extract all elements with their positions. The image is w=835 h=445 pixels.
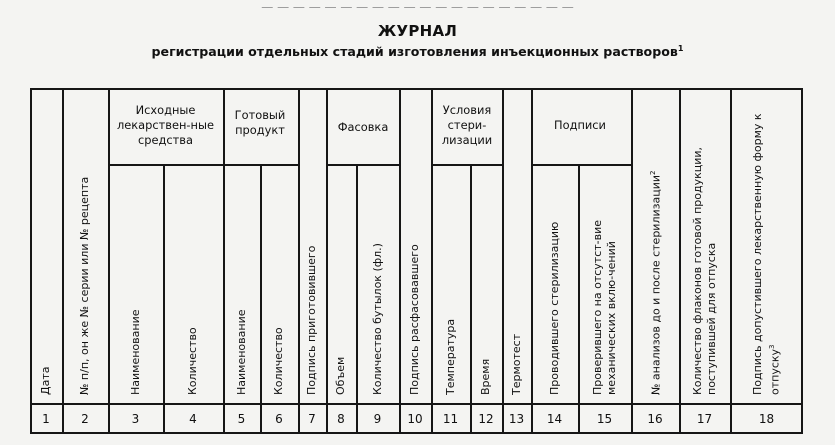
column-header-11 <box>444 168 458 395</box>
column-header-label: Подпись допустившего лекарственную форму к отпуску <box>750 113 782 395</box>
document-subtitle <box>0 44 835 59</box>
column-number-15: 15 <box>596 411 613 426</box>
column-header-6 <box>272 168 286 395</box>
column-number-11: 11 <box>442 411 459 426</box>
column-divider <box>631 88 633 434</box>
cropped-previous-line: — — — — — — — — — — — — — — — — — — — — <box>261 0 574 14</box>
column-number-10: 10 <box>407 411 423 426</box>
column-divider <box>260 164 262 434</box>
column-divider <box>223 88 225 434</box>
group-header-line <box>531 164 631 166</box>
column-number-13: 13 <box>508 411 525 426</box>
subtitle-text: регистрации отдельных стадий изготовления инъекционных растворов <box>151 44 678 60</box>
column-header-5 <box>235 168 249 395</box>
group-header-finished-product: Готовый продукт <box>234 107 286 137</box>
column-divider <box>298 88 300 434</box>
table-border-left <box>30 88 32 434</box>
column-header-3 <box>129 168 143 395</box>
subtitle-footnote: 1 <box>677 44 684 53</box>
column-number-2: 2 <box>81 411 89 426</box>
column-number-12: 12 <box>478 411 494 426</box>
column-header-15 <box>591 168 619 395</box>
column-header-label: Проводившего стерилизацию <box>547 221 561 395</box>
table-border-right <box>801 88 803 434</box>
column-header-17 <box>691 92 719 395</box>
group-header-line <box>326 164 399 166</box>
column-header-label: Дата <box>39 366 52 395</box>
column-header-4 <box>186 168 200 395</box>
column-header-footnote: 2 <box>649 170 657 175</box>
column-header-14 <box>548 168 562 395</box>
column-header-label: Объем <box>334 356 347 395</box>
column-header-10 <box>408 92 422 395</box>
column-divider <box>531 88 533 434</box>
column-divider <box>502 88 504 434</box>
column-number-18: 18 <box>758 411 775 426</box>
column-header-1 <box>39 92 53 395</box>
column-number-17: 17 <box>696 411 713 426</box>
column-header-label: Подпись приготовившего <box>305 245 318 395</box>
column-header-label: Проверившего на отсутст-вие механических вклю-чений <box>590 219 618 395</box>
column-number-16: 16 <box>647 411 663 426</box>
column-header-footnote: 3 <box>767 344 776 349</box>
column-header-label: Наименование <box>234 309 248 395</box>
column-header-label: Количество <box>186 327 199 395</box>
column-header-8 <box>334 168 348 395</box>
column-divider <box>108 88 110 434</box>
column-divider <box>679 88 681 434</box>
column-header-label: Количество флаконов готовой продукции, поступившей для отпуска <box>690 146 718 395</box>
column-divider <box>326 88 328 434</box>
column-header-16 <box>646 92 664 395</box>
column-header-label: Количество бутылок (фл.) <box>370 243 384 395</box>
group-header-source-drugs: Исходные лекарствен-ные средства <box>116 102 214 147</box>
group-header-line <box>431 164 502 166</box>
journal-table <box>30 88 803 434</box>
column-number-8: 8 <box>337 411 345 426</box>
column-number-14: 14 <box>546 411 563 426</box>
column-divider <box>399 88 401 434</box>
column-header-label: Время <box>479 358 492 395</box>
column-divider <box>163 164 165 434</box>
column-header-label: Термотест <box>509 333 523 395</box>
column-header-label: Температура <box>443 318 457 395</box>
column-number-3: 3 <box>131 411 140 426</box>
group-header-sterilization: Условия стери-лизации <box>441 102 493 147</box>
column-divider <box>730 88 732 434</box>
column-divider <box>578 164 580 434</box>
column-header-label: Подпись расфасовавшего <box>408 244 421 395</box>
column-number-7: 7 <box>308 411 316 426</box>
column-header-13 <box>510 92 524 395</box>
column-number-5: 5 <box>237 411 246 426</box>
column-header-7 <box>305 92 319 395</box>
column-divider <box>470 164 472 434</box>
column-header-label: № п/п, он же № серии или № рецепта <box>78 176 91 395</box>
column-header-label: № анализов до и после стерилизации <box>649 175 663 395</box>
column-divider <box>431 88 433 434</box>
table-border-top <box>30 88 803 90</box>
column-number-9: 9 <box>373 411 382 426</box>
column-header-12 <box>479 168 493 395</box>
column-header-label: Наименование <box>128 309 142 395</box>
group-header-packaging: Фасовка <box>337 120 389 134</box>
column-number-1: 1 <box>42 411 50 426</box>
column-number-4: 4 <box>189 411 197 426</box>
column-divider <box>62 88 64 434</box>
column-header-label: Количество <box>272 327 285 395</box>
document-title: ЖУРНАЛ <box>377 22 458 40</box>
column-header-9 <box>371 168 385 395</box>
column-header-2 <box>78 92 92 395</box>
column-divider <box>356 164 358 434</box>
group-header-signatures: Подписи <box>554 117 606 132</box>
column-header-18 <box>751 92 783 395</box>
column-number-6: 6 <box>275 411 283 426</box>
